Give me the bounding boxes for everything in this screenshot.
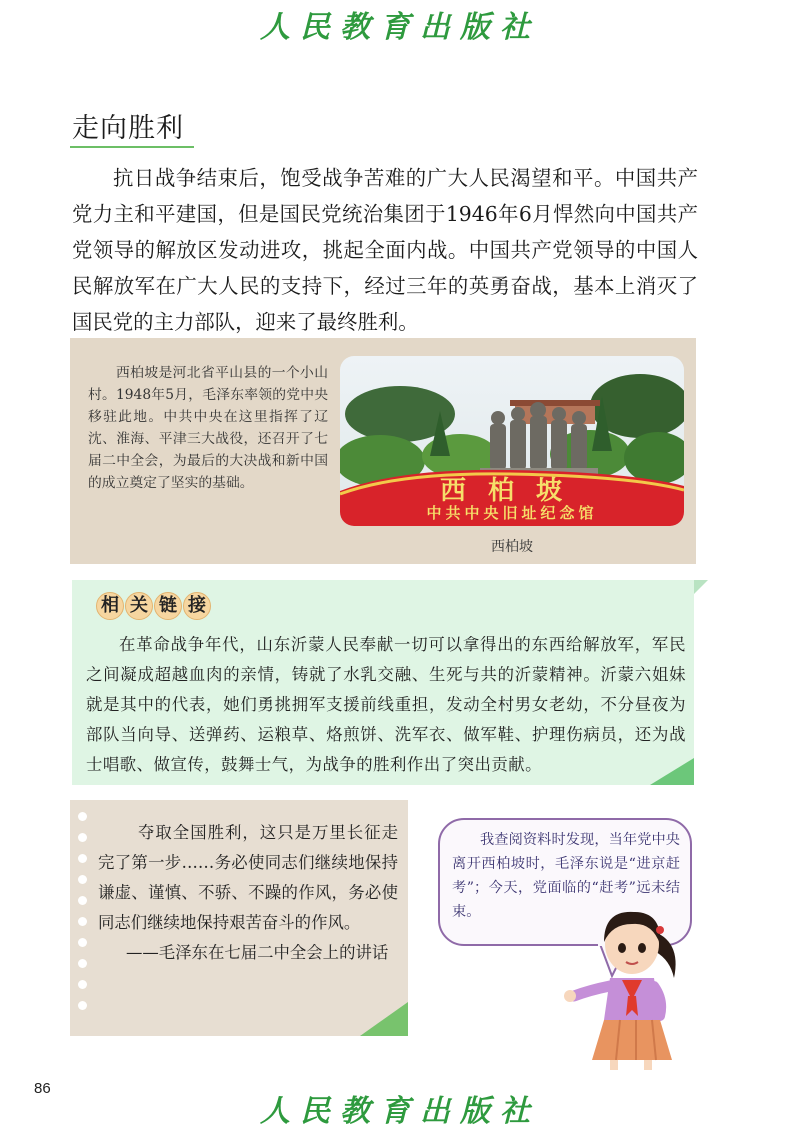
photo-caption: 西柏坡 <box>491 539 533 555</box>
binder-holes <box>78 812 87 1022</box>
tag-char: 接 <box>183 592 211 620</box>
publisher-logo-bottom: 人民教育出版社 <box>260 1094 540 1129</box>
tag-char: 关 <box>125 592 153 620</box>
panel-fold-corner <box>694 580 708 594</box>
tag-char: 链 <box>154 592 182 620</box>
intro-paragraph: 抗日战争结束后，饱受战争苦难的广大人民渴望和平。中国共产党力主和平建国，但是国民党统治集团于1946年6月悍然向中国共产党领导的解放区发动进攻，挑起全面内战。中国共产党领导的中国人民解放军在广大人民的支持下，经过三年的英勇奋战，基本上消灭了国民党的主力部队，迎来了最终胜利。 <box>72 166 698 334</box>
xibaipo-description: 西柏坡是河北省平山县的一个小山村。1948年5月，毛泽东率领的党中央移驻此地。中共中央在这里指挥了辽沈、淮海、平津三大战役，还召开了七届二中全会，为最后的大决战和新中国的成立奠定了坚实的基础。 <box>88 365 328 491</box>
tag-char: 相 <box>96 592 124 620</box>
student-girl-illustration <box>560 900 700 1070</box>
photo-sign-subtext: 中共中央旧址纪念馆 <box>426 504 598 522</box>
xibaipo-photo <box>340 356 684 526</box>
title-underline <box>70 146 194 148</box>
section-title: 走向胜利 <box>72 113 184 144</box>
card-fold-corner <box>360 1002 408 1036</box>
bubble-text: 我查阅资料时发现，当年党中央离开西柏坡时，毛泽东说是“进京赶考”；今天，党面临的“赶考”远未结束。 <box>452 832 680 920</box>
quote-attribution: ——毛泽东在七届二中全会上的讲话 <box>126 943 389 962</box>
photo-sign-text: 西柏坡 <box>439 476 585 506</box>
quote-content <box>98 818 398 968</box>
page-number: 86 <box>34 1080 51 1097</box>
related-link-tag <box>96 592 211 620</box>
publisher-logo-top: 人民教育出版社 <box>260 10 540 45</box>
quote-text: 夺取全国胜利，这只是万里长征走完了第一步……务必使同志们继续地保持谦虚、谨慎、不骄、不躁的作风，务必使同志们继续地保持艰苦奋斗的作风。 <box>98 823 398 932</box>
related-link-body: 在革命战争年代，山东沂蒙人民奉献一切可以拿得出的东西给解放军，军民之间凝成超越血肉的亲情，铸就了水乳交融、生死与共的沂蒙精神。沂蒙六姐妹就是其中的代表，她们勇挑拥军支援前线重担，发动全村男女老幼，不分昼夜为部队当向导、送弹药、运粮草、烙煎饼、洗军衣、做军鞋、护理伤病员，还为战士唱歌、做宣传，鼓舞士气，为战争的胜利作出了突出贡献。 <box>86 635 686 774</box>
